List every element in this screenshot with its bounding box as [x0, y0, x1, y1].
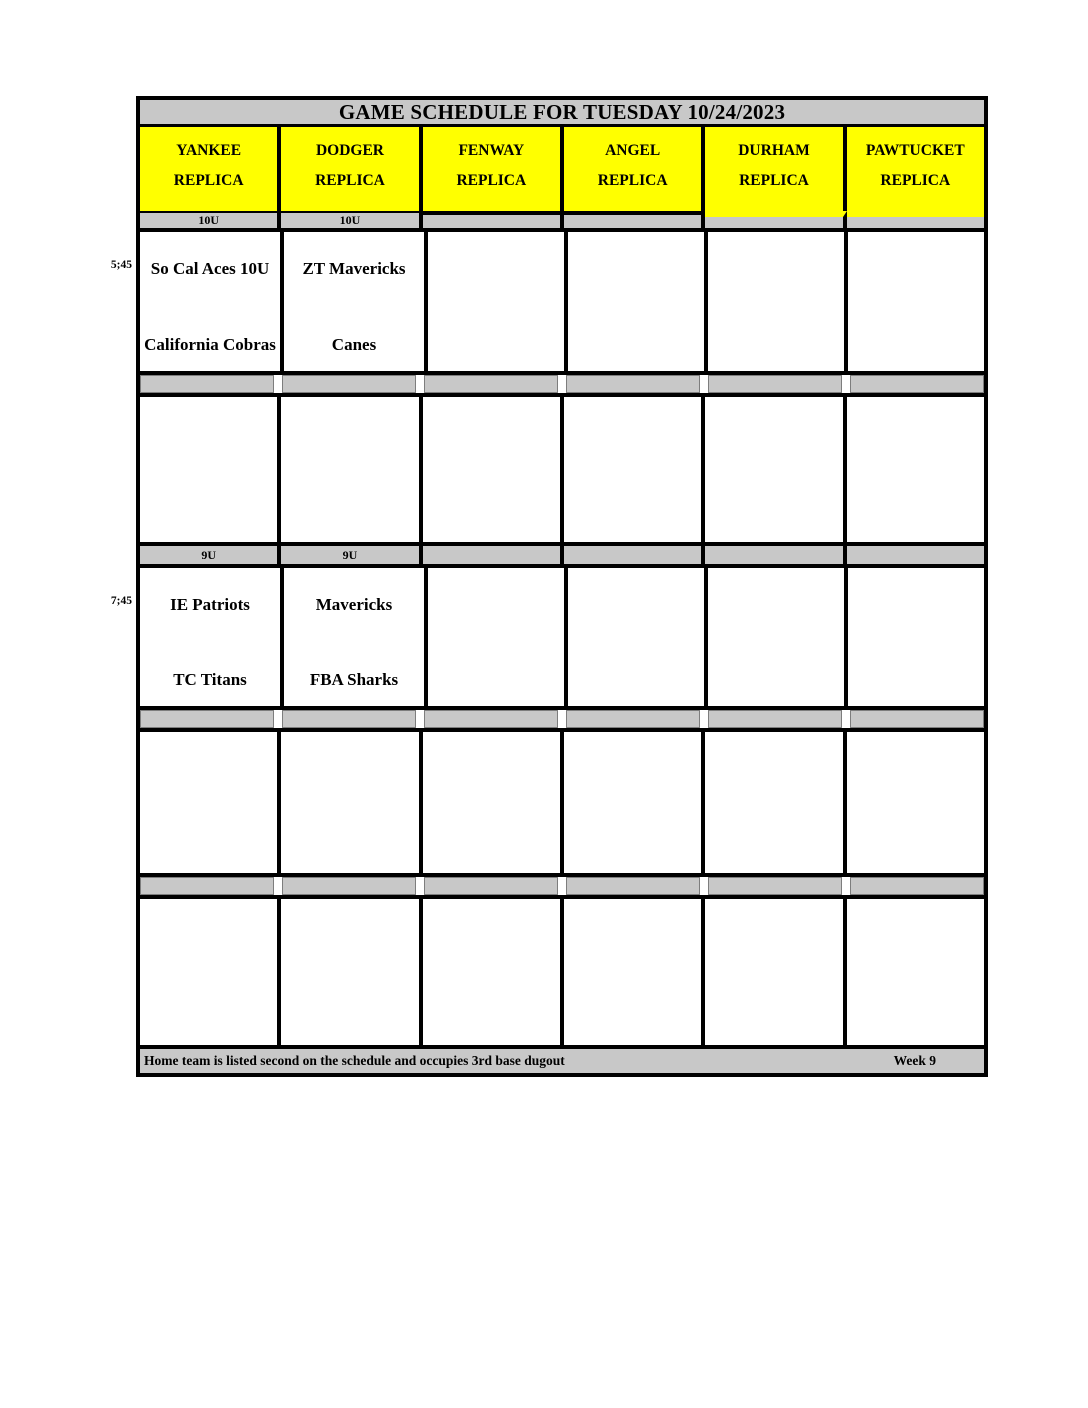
age-label-durham	[705, 211, 846, 228]
game-cell-durham-slot-1	[708, 232, 848, 371]
separator-band	[140, 877, 984, 899]
empty-cell	[847, 732, 984, 873]
empty-cell	[423, 732, 564, 873]
schedule-title: GAME SCHEDULE FOR TUESDAY 10/24/2023	[140, 100, 984, 127]
venue-name: DODGER	[315, 142, 385, 159]
game-cell-dodger-slot-2	[284, 568, 428, 706]
separator-bar	[282, 710, 416, 728]
venue-type: REPLICA	[456, 172, 527, 189]
venue-type: REPLICA	[739, 172, 809, 189]
venue-header-fenway	[423, 127, 564, 211]
game-cell-fenway-slot-2	[428, 568, 568, 706]
empty-cell	[140, 899, 281, 1045]
away-team: IE Patriots	[170, 595, 250, 614]
game-cell-pawtucket-slot-2	[848, 568, 984, 706]
open-row	[140, 732, 984, 877]
home-team: California Cobras	[144, 335, 276, 354]
open-row	[140, 397, 984, 546]
home-team: FBA Sharks	[309, 670, 399, 689]
empty-cell	[281, 899, 422, 1045]
venue-type: REPLICA	[597, 172, 668, 189]
venue-type: REPLICA	[880, 172, 951, 189]
away-team: Mavericks	[315, 595, 393, 614]
empty-cell	[423, 899, 564, 1045]
age-label-text: 10U	[198, 213, 219, 227]
separator-band	[140, 710, 984, 732]
empty-cell	[705, 732, 846, 873]
separator-bar	[850, 877, 984, 895]
venue-type: REPLICA	[173, 172, 244, 189]
separator-segment	[140, 877, 278, 895]
venue-header-pawtucket	[847, 127, 984, 211]
game-cell-fenway-slot-1	[428, 232, 568, 371]
age-label-yankee	[140, 211, 281, 228]
venue-type: REPLICA	[315, 172, 385, 189]
age-label-text: 10U	[339, 213, 361, 227]
footer-note: Home team is listed second on the schedule and occupies 3rd base dugout	[144, 1053, 565, 1068]
age-band-row-slot-2	[140, 546, 984, 568]
empty-cell	[140, 732, 281, 873]
empty-cell	[847, 899, 984, 1045]
empty-cell	[140, 397, 281, 542]
age-label-fenway	[423, 546, 564, 564]
separator-bar	[708, 877, 842, 895]
separator-bar	[282, 375, 416, 393]
separator-bar	[566, 375, 700, 393]
separator-bar	[566, 877, 700, 895]
game-row-slot-1	[140, 232, 984, 375]
game-cell-dodger-slot-1	[284, 232, 428, 371]
empty-cell	[564, 732, 705, 873]
separator-bar	[140, 877, 274, 895]
age-label-dodger	[281, 211, 422, 228]
venue-name: YANKEE	[176, 142, 242, 159]
separator-segment	[704, 710, 846, 728]
empty-cell	[705, 899, 846, 1045]
time-label-slot-1: 5;45	[110, 259, 132, 271]
separator-segment	[704, 375, 846, 393]
separator-bar	[424, 710, 558, 728]
separator-segment	[846, 710, 984, 728]
venue-header-yankee	[140, 127, 281, 211]
venue-header-angel	[564, 127, 705, 211]
separator-segment	[562, 375, 704, 393]
away-team: So Cal Aces 10U	[150, 259, 270, 278]
separator-segment	[278, 710, 420, 728]
separator-bar	[850, 710, 984, 728]
age-label-dodger	[281, 546, 422, 564]
game-cell-durham-slot-2	[708, 568, 848, 706]
separator-bar	[708, 710, 842, 728]
separator-segment	[846, 877, 984, 895]
separator-bar	[850, 375, 984, 393]
game-cell-yankee-slot-1	[140, 232, 284, 371]
separator-bar	[424, 877, 558, 895]
footer-row	[140, 1049, 984, 1073]
week-label: Week 9	[893, 1053, 936, 1068]
empty-cell	[564, 899, 705, 1045]
age-label-angel	[564, 211, 705, 228]
game-cell-yankee-slot-2	[140, 568, 284, 706]
game-row-slot-2	[140, 568, 984, 710]
separator-segment	[562, 710, 704, 728]
game-cell-angel-slot-2	[568, 568, 708, 706]
separator-bar	[566, 710, 700, 728]
separator-bar	[708, 375, 842, 393]
separator-bar	[140, 375, 274, 393]
separator-segment	[420, 710, 562, 728]
venue-name: PAWTUCKET	[865, 142, 965, 159]
separator-bar	[140, 710, 274, 728]
venue-header-row	[140, 127, 984, 211]
venue-name: DURHAM	[738, 142, 810, 159]
separator-segment	[278, 877, 420, 895]
age-label-text: 9U	[342, 547, 358, 562]
separator-bar	[282, 877, 416, 895]
venue-header-dodger	[281, 127, 422, 211]
separator-segment	[140, 375, 278, 393]
venue-name: FENWAY	[458, 142, 525, 159]
home-team: Canes	[331, 335, 377, 354]
home-team: TC Titans	[173, 670, 247, 689]
venue-header-durham	[705, 127, 846, 211]
age-label-fenway	[423, 211, 564, 228]
game-cell-angel-slot-1	[568, 232, 708, 371]
age-label-text: 9U	[201, 547, 216, 562]
empty-cell	[847, 397, 984, 542]
open-row	[140, 899, 984, 1049]
separator-segment	[140, 710, 278, 728]
empty-cell	[705, 397, 846, 542]
separator-bar	[424, 375, 558, 393]
empty-cell	[564, 397, 705, 542]
separator-segment	[420, 375, 562, 393]
age-label-pawtucket	[847, 546, 984, 564]
game-schedule-table	[136, 96, 988, 1077]
away-team: ZT Mavericks	[302, 259, 406, 278]
empty-cell	[423, 397, 564, 542]
venue-name: ANGEL	[605, 142, 661, 159]
separator-segment	[562, 877, 704, 895]
empty-cell	[281, 732, 422, 873]
game-cell-pawtucket-slot-1	[848, 232, 984, 371]
separator-segment	[420, 877, 562, 895]
age-band-row-slot-1	[140, 211, 984, 232]
separator-band	[140, 375, 984, 397]
age-label-pawtucket	[847, 211, 984, 228]
separator-segment	[278, 375, 420, 393]
time-label-slot-2: 7;45	[110, 595, 132, 607]
age-label-durham	[705, 546, 846, 564]
empty-cell	[281, 397, 422, 542]
age-label-angel	[564, 546, 705, 564]
age-label-yankee	[140, 546, 281, 564]
separator-segment	[846, 375, 984, 393]
separator-segment	[704, 877, 846, 895]
